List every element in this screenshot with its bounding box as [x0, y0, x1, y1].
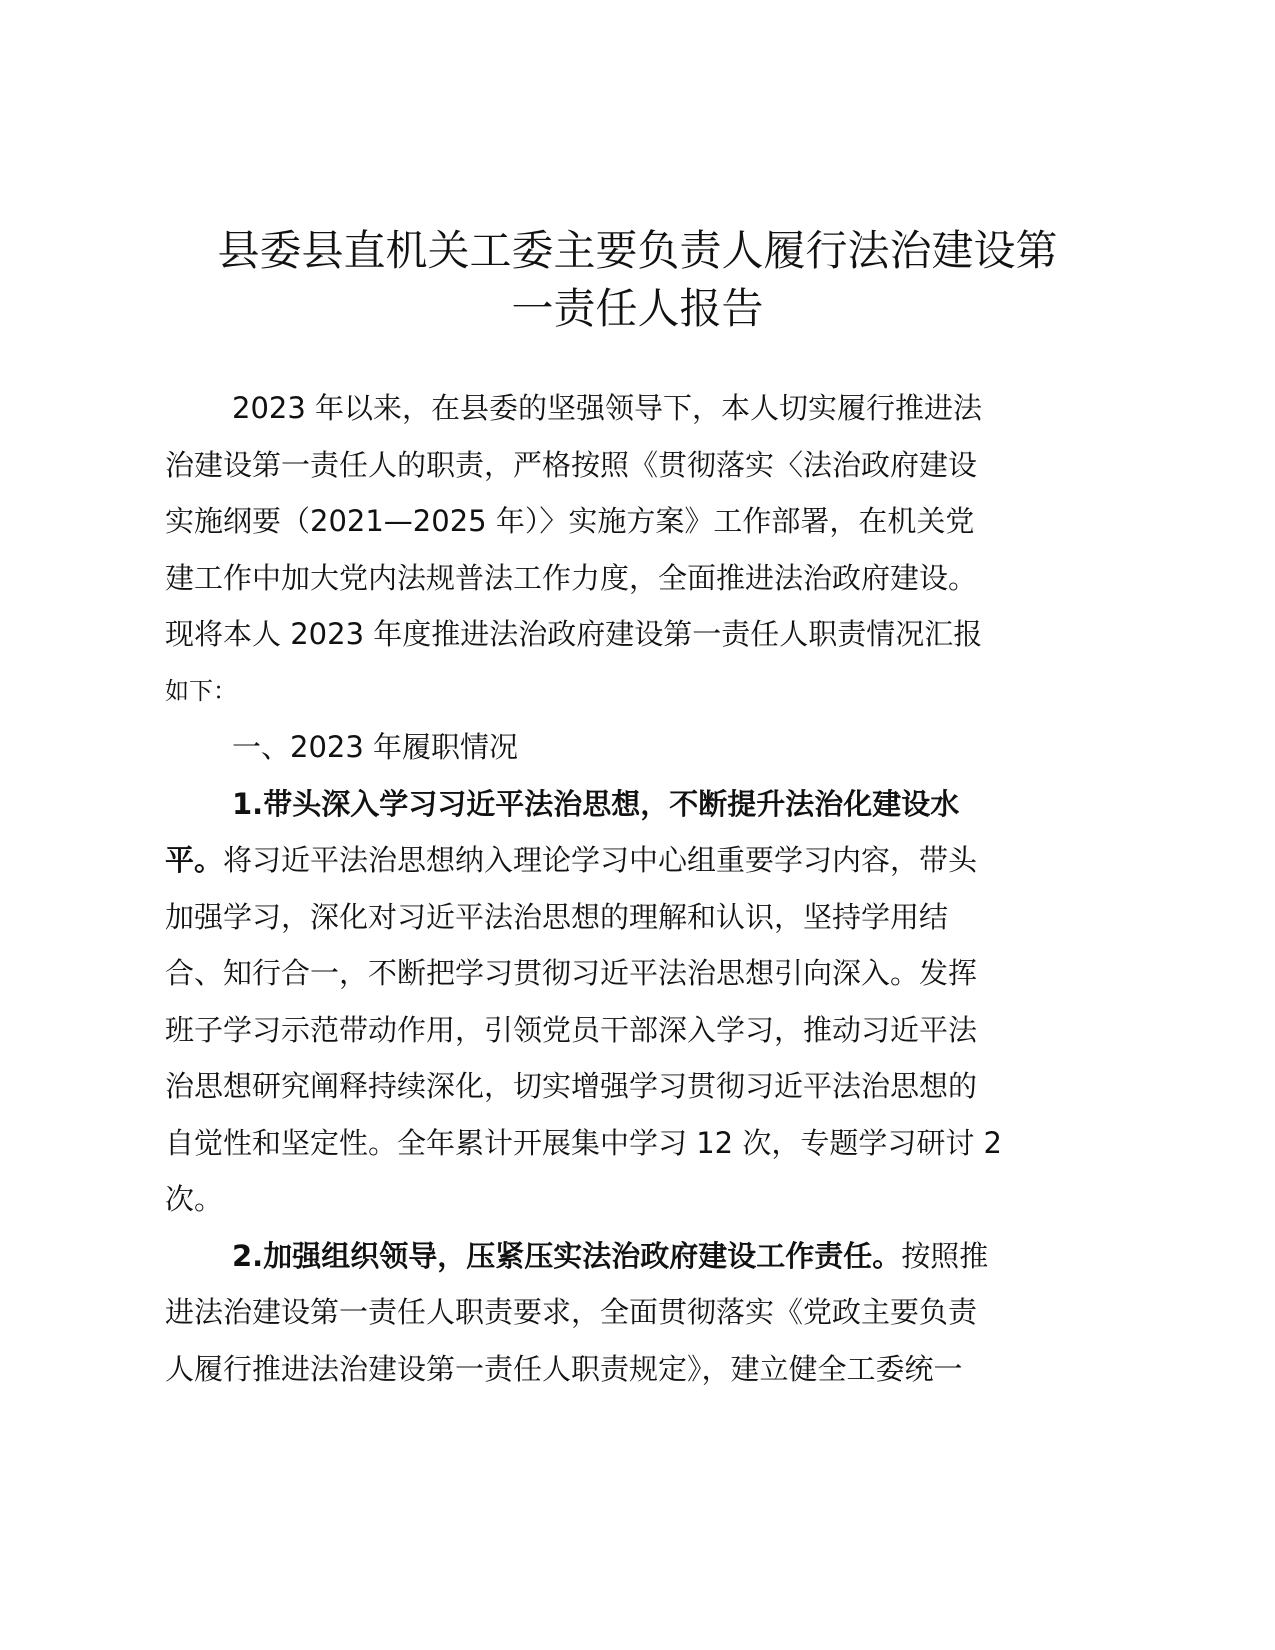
intro-line-3: 实施纲要（2021—2025 年）〉实施方案》工作部署，在机关党 — [165, 504, 975, 538]
item2-line-1-text: 按照推 — [901, 1238, 989, 1273]
title-line-1: 县委县直机关工委主要负责人履行法治建设第 — [217, 226, 1058, 275]
intro-line-5: 现将本人 2023 年度推进法治政府建设第一责任人职责情况汇报 — [165, 617, 983, 651]
item1-line-4: 合、知行合一，不断把学习贯彻习近平法治思想引向深入。发挥 — [165, 956, 978, 990]
item1-line-6: 治思想研究阐释持续深化，切实增强学习贯彻习近平法治思想的 — [165, 1069, 978, 1103]
intro-line-2: 治建设第一责任人的职责，严格按照《贯彻落实〈法治政府建设 — [165, 447, 978, 482]
item1-heading-end: 平。 — [165, 843, 224, 877]
item2-line-2: 进法治建设第一责任人职责要求，全面贯彻落实《党政主要负责 — [165, 1295, 978, 1329]
title-line-2: 一责任人报告 — [511, 284, 764, 333]
intro-line-1: 2023 年以来，在县委的坚强领导下，本人切实履行推进法 — [232, 391, 983, 425]
intro-line-6: 如下： — [165, 676, 237, 705]
item2-line-1 — [165, 1228, 1115, 1285]
item2-line-3: 人履行推进法治建设第一责任人职责规定》，建立健全工委统一 — [165, 1351, 963, 1386]
section-heading: 一、2023 年履职情况 — [232, 730, 519, 764]
document-title — [150, 222, 1125, 338]
item1-line-5: 班子学习示范带动作用，引领党员干部深入学习，推动习近平法 — [165, 1012, 978, 1047]
document-body — [165, 380, 1115, 1397]
item1-line-8: 次。 — [165, 1182, 224, 1216]
item1-line-2-text: 将习近平法治思想纳入理论学习中心组重要学习内容，带头 — [223, 843, 978, 877]
item1-line-3: 加强学习，深化对习近平法治思想的理解和认识，坚持学用结 — [165, 899, 949, 934]
item1-line-7: 自觉性和坚定性。全年累计开展集中学习 12 次，专题学习研讨 2 — [165, 1125, 1003, 1160]
item2-heading: 2.加强组织领导，压紧压实法治政府建设工作责任。 — [232, 1238, 902, 1273]
intro-line-4: 建工作中加大党内法规普法工作力度，全面推进法治政府建设。 — [165, 560, 978, 595]
item1-heading-line-1: 1.带头深入学习习近平法治思想，不断提升法治化建设水 — [232, 786, 960, 821]
item1-line-2 — [165, 832, 1115, 889]
